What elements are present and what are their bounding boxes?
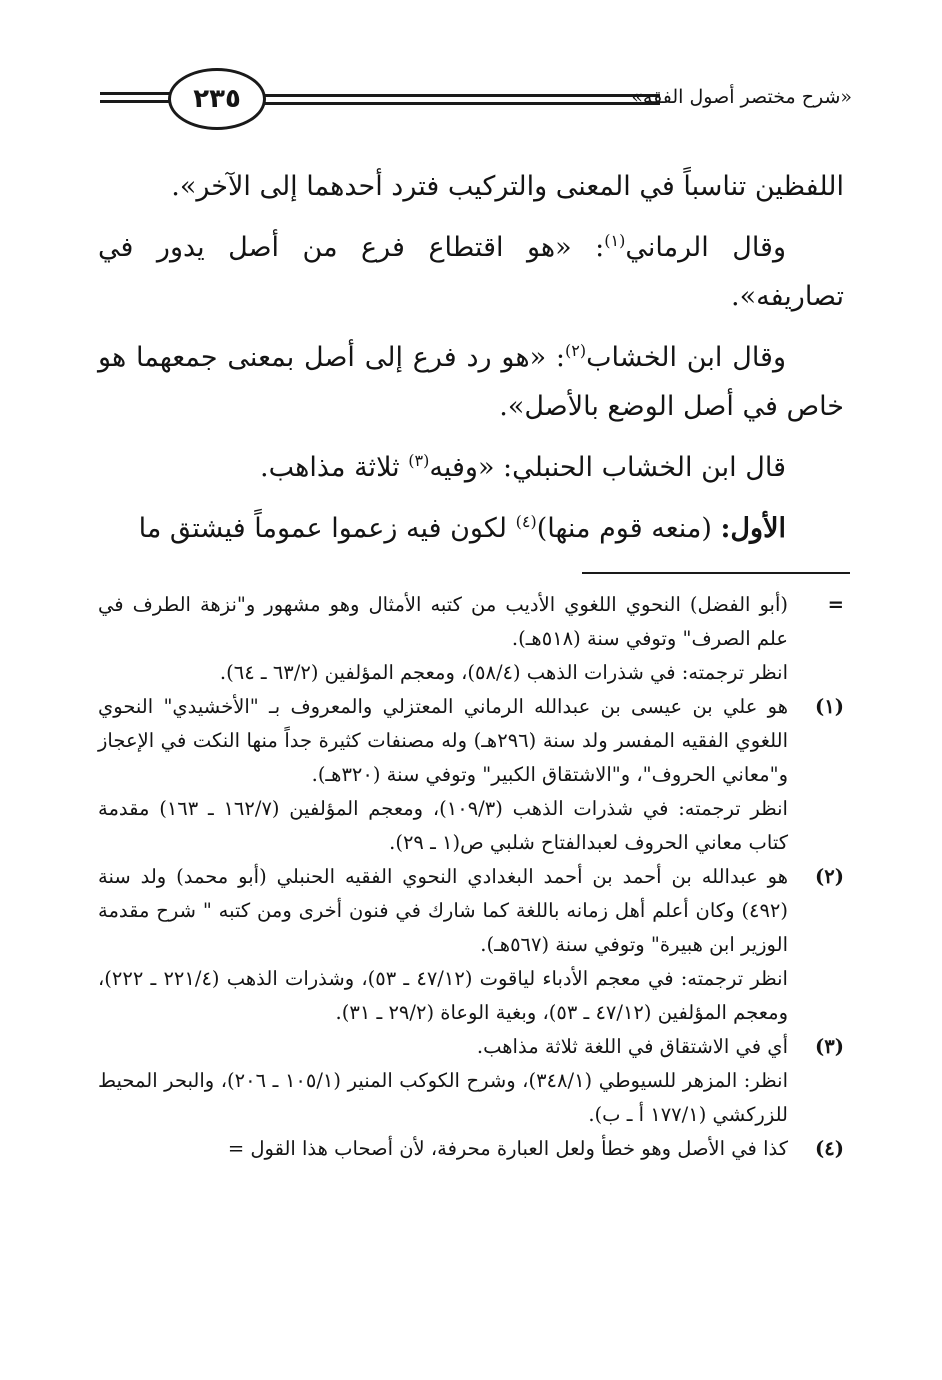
footnote-separator <box>582 572 850 574</box>
footnote-text: انظر ترجمته: في شذرات الذهب (٥٨/٤)، ومعجم المؤلفين (٦٣/٢ ـ ٦٤). <box>219 661 788 684</box>
page-number-text: ٢٣٥ <box>193 84 241 114</box>
footnote-continued <box>98 588 844 690</box>
footnote-text: انظر ترجمته: في شذرات الذهب (١٠٩/٣)، ومعجم المؤلفين (١٦٢/٧ ـ ١٦٣) مقدمة كتاب معاني الحروف لعبدالفتاح شلبي ص(١ ـ ٢٩). <box>98 797 788 854</box>
first-view-label: الأول: <box>720 513 786 544</box>
footnote-text: انظر ترجمته: في معجم الأدباء لياقوت (٤٧/١٢ ـ ٥٣)، وشذرات الذهب (٢٢١/٤ ـ ٢٢٢)، ومعجم المؤلفين (٤٧/١٢ ـ ٥٣)، وبغية الوعاة (٢٩/٢ ـ ٣١). <box>98 967 788 1024</box>
paragraph-3: وقال ابن الخشاب$^{(٢)}$: «هو رد فرع إلى أصل بمعنى جمعهما هو خاص في أصل الوضع بالأصل». <box>98 341 844 422</box>
footnote-text: كذا في الأصل وهو خطأ ولعل العبارة محرفة، لأن أصحاب هذا القول = <box>227 1137 788 1160</box>
footnote-3 <box>98 1030 844 1132</box>
footnote-2 <box>98 860 844 1030</box>
footnote-text: (أبو الفضل) النحوي اللغوي الأديب من كتبه الأمثال وهو مشهور و"نزهة الطرف في علم الصرف" وتوفي سنة (٥١٨هـ). <box>98 593 788 650</box>
header-rule-right-bottom <box>258 102 660 105</box>
footnote-text: انظر: المزهر للسيوطي (٣٤٨/١)، وشرح الكوكب المنير (١٠٥/١ ـ ٢٠٦)، والبحر المحيط للزركشي (١٧٧/١ أ ـ ب). <box>98 1069 788 1126</box>
paragraph-4: قال ابن الخشاب الحنبلي: «وفيه$^{(٣)}$ ثلاثة مذاهب. <box>260 451 786 483</box>
header-rule-right-top <box>258 94 660 97</box>
running-title: «شرح مختصر أصول الفقه» <box>631 86 852 108</box>
main-text <box>98 162 844 553</box>
footnote-ref-3: (٣) <box>408 451 430 470</box>
paragraph-5: الأول: (منعه قوم منها)$^{(٤)}$ لكون فيه زعموا عموماً فيشتق ما <box>138 512 786 544</box>
footnote-text: هو علي بن عيسى بن عبدالله الرماني المعتزلي والمعروف بـ "الأخشيدي" النحوي اللغوي الفقيه المفسر ولد سنة (٢٩٦هـ) وله مصنفات كثيرة جداً منها النكت في الإعجاز و"معاني الحروف"، و"الاشتقاق الكبير" وتوفي سنة (٣٢٠هـ). <box>98 695 788 786</box>
footnote-mark: (٤) <box>815 1137 844 1160</box>
footnote-ref-2: (٢) <box>565 341 587 360</box>
header-rule-left-top <box>100 92 172 95</box>
footnote-4 <box>98 1132 844 1166</box>
footnote-mark: = <box>827 593 844 616</box>
paragraph-2: وقال الرماني$^{(١)}$: «هو اقتطاع فرع من أصل يدور في تصاريفه». <box>98 231 844 312</box>
footnote-text: أي في الاشتقاق في اللغة ثلاثة مذاهب. <box>476 1035 788 1058</box>
header-rule-left-bottom <box>100 100 172 103</box>
footnote-ref-1: (١) <box>604 231 626 250</box>
paragraph-1: اللفظين تناسباً في المعنى والتركيب فترد أحدهما إلى الآخر». <box>171 171 844 202</box>
footnote-ref-4: (٤) <box>515 512 537 531</box>
footnote-mark: (١) <box>815 695 844 718</box>
footnote-mark: (٢) <box>815 865 844 888</box>
page-header <box>0 0 942 140</box>
footnotes <box>98 588 844 1166</box>
footnote-text: هو عبدالله بن أحمد بن أحمد البغدادي النحوي الفقيه الحنبلي (أبو محمد) ولد سنة (٤٩٢) وكان أعلم أهل زمانه باللغة كما شارك في فنون أخرى ومن كتبه " شرح مقدمة الوزير ابن هبيرة" وتوفي سنة (٥٦٧هـ). <box>98 865 788 956</box>
page-number <box>168 68 266 130</box>
footnote-mark: (٣) <box>815 1035 844 1058</box>
footnote-1 <box>98 690 844 860</box>
